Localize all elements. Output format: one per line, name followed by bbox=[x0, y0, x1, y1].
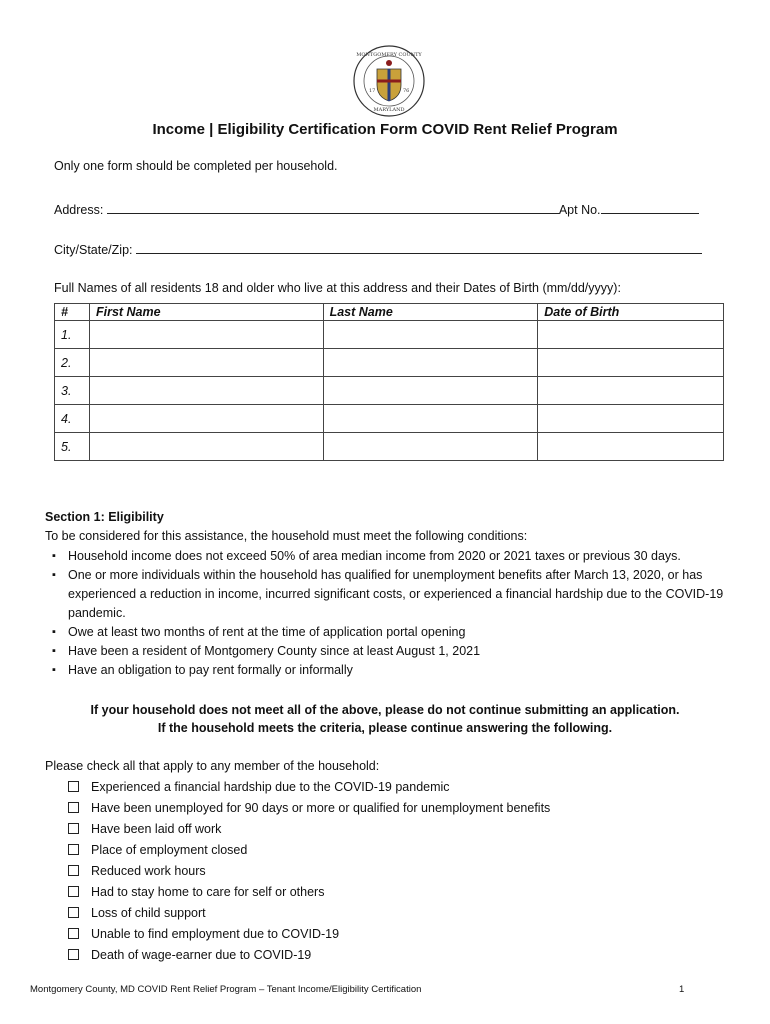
checkbox[interactable] bbox=[68, 781, 79, 792]
address-field[interactable] bbox=[107, 201, 559, 214]
list-item: ▪ Have been a resident of Montgomery County since at least August 1, 2021 bbox=[46, 642, 726, 661]
list-item: ▪ Household income does not exceed 50% of area median income from 2020 or 2021 taxes or previous 30 days. bbox=[46, 547, 726, 566]
residents-table bbox=[54, 303, 724, 461]
last-name-cell[interactable] bbox=[323, 377, 538, 405]
first-name-cell[interactable] bbox=[89, 377, 323, 405]
table-row bbox=[55, 349, 724, 377]
city-state-zip-label: City/State/Zip: bbox=[54, 243, 133, 257]
checkbox-label: Had to stay home to care for self or others bbox=[91, 885, 325, 899]
first-name-cell[interactable] bbox=[89, 405, 323, 433]
list-item[interactable] bbox=[68, 819, 550, 840]
table-row bbox=[55, 433, 724, 461]
city-row bbox=[54, 241, 702, 257]
table-row bbox=[55, 405, 724, 433]
last-name-cell[interactable] bbox=[323, 349, 538, 377]
list-item[interactable] bbox=[68, 861, 550, 882]
list-item[interactable] bbox=[68, 840, 550, 861]
page-number: 1 bbox=[679, 984, 685, 995]
checkbox[interactable] bbox=[68, 865, 79, 876]
last-name-cell[interactable] bbox=[323, 433, 538, 461]
checkbox[interactable] bbox=[68, 949, 79, 960]
seal-year-left: 17 bbox=[369, 88, 376, 94]
seal-year-right: 76 bbox=[403, 88, 410, 94]
table-row bbox=[55, 321, 724, 349]
apt-label: Apt No. bbox=[558, 203, 601, 217]
checkbox-label: Experienced a financial hardship due to the COVID-19 pandemic bbox=[91, 780, 450, 794]
row-number: 5. bbox=[55, 433, 90, 461]
last-name-cell[interactable] bbox=[323, 321, 538, 349]
first-name-cell[interactable] bbox=[89, 433, 323, 461]
list-item[interactable] bbox=[68, 777, 550, 798]
first-name-cell[interactable] bbox=[89, 321, 323, 349]
warning-line-2: If the household meets the criteria, please continue answering the following. bbox=[157, 721, 613, 735]
footer-text: Montgomery County, MD COVID Rent Relief Program – Tenant Income/Eligibility Certification bbox=[30, 984, 422, 995]
checkbox-label: Unable to find employment due to COVID-19 bbox=[91, 927, 340, 941]
list-item: ▪ Have an obligation to pay rent formally or informally bbox=[46, 661, 726, 680]
residents-prompt: Full Names of all residents 18 and older who live at this address and their Dates of Birth (mm/dd/yyyy): bbox=[54, 281, 621, 295]
last-name-cell[interactable] bbox=[323, 405, 538, 433]
address-row bbox=[54, 201, 699, 217]
table-header-row bbox=[55, 304, 724, 321]
dob-cell[interactable] bbox=[538, 433, 724, 461]
checkbox-label: Death of wage-earner due to COVID-19 bbox=[91, 948, 312, 962]
list-item: ▪ One or more individuals within the household has qualified for unemployment benefits after March 13, 2020, or has experienced a reduction in income, incurred significant costs, or experienced a financial hardship due to the COVID-19 pandemic. bbox=[46, 566, 726, 623]
col-header-last-name: Last Name bbox=[323, 304, 538, 321]
table-row bbox=[55, 377, 724, 405]
form-title: Income | Eligibility Certification Form COVID Rent Relief Program bbox=[152, 121, 618, 138]
row-number: 4. bbox=[55, 405, 90, 433]
list-item: ▪ Owe at least two months of rent at the time of application portal opening bbox=[46, 623, 726, 642]
checkbox-label: Loss of child support bbox=[91, 906, 206, 920]
list-item[interactable] bbox=[68, 903, 550, 924]
checkbox[interactable] bbox=[68, 802, 79, 813]
col-header-dob: Date of Birth bbox=[538, 304, 724, 321]
county-seal-logo bbox=[353, 45, 425, 117]
checkbox-label: Reduced work hours bbox=[91, 864, 206, 878]
checkbox[interactable] bbox=[68, 886, 79, 897]
list-item[interactable] bbox=[68, 945, 550, 966]
dob-cell[interactable] bbox=[538, 321, 724, 349]
dob-cell[interactable] bbox=[538, 405, 724, 433]
list-item[interactable] bbox=[68, 882, 550, 903]
first-name-cell[interactable] bbox=[89, 349, 323, 377]
col-header-first-name: First Name bbox=[89, 304, 323, 321]
dob-cell[interactable] bbox=[538, 377, 724, 405]
list-item[interactable] bbox=[68, 798, 550, 819]
address-label: Address: bbox=[54, 203, 104, 217]
section1-lead: To be considered for this assistance, the household must meet the following conditions: bbox=[45, 529, 528, 543]
checkbox-label: Have been laid off work bbox=[91, 822, 222, 836]
eligibility-list bbox=[46, 547, 726, 680]
section1-heading: Section 1: Eligibility bbox=[45, 510, 164, 524]
seal-bottom-text: MARYLAND bbox=[373, 107, 405, 113]
checkbox[interactable] bbox=[68, 907, 79, 918]
checkbox-label: Have been unemployed for 90 days or more or qualified for unemployment benefits bbox=[91, 801, 551, 815]
row-number: 2. bbox=[55, 349, 90, 377]
col-header-number: # bbox=[55, 304, 90, 321]
dob-cell[interactable] bbox=[538, 349, 724, 377]
seal-top-text: MONTGOMERY COUNTY bbox=[356, 52, 422, 58]
checkbox[interactable] bbox=[68, 844, 79, 855]
city-state-zip-field[interactable] bbox=[136, 241, 702, 254]
checkbox[interactable] bbox=[68, 928, 79, 939]
list-item[interactable] bbox=[68, 924, 550, 945]
row-number: 1. bbox=[55, 321, 90, 349]
hardship-checklist bbox=[68, 777, 550, 966]
apt-field[interactable] bbox=[601, 201, 699, 214]
checkbox-label: Place of employment closed bbox=[91, 843, 248, 857]
warning-line-1: If your household does not meet all of the above, please do not continue submitting an application. bbox=[90, 703, 680, 717]
checklist-prompt: Please check all that apply to any member of the household: bbox=[45, 759, 380, 773]
checkbox[interactable] bbox=[68, 823, 79, 834]
intro-text: Only one form should be completed per household. bbox=[54, 159, 338, 173]
row-number: 3. bbox=[55, 377, 90, 405]
